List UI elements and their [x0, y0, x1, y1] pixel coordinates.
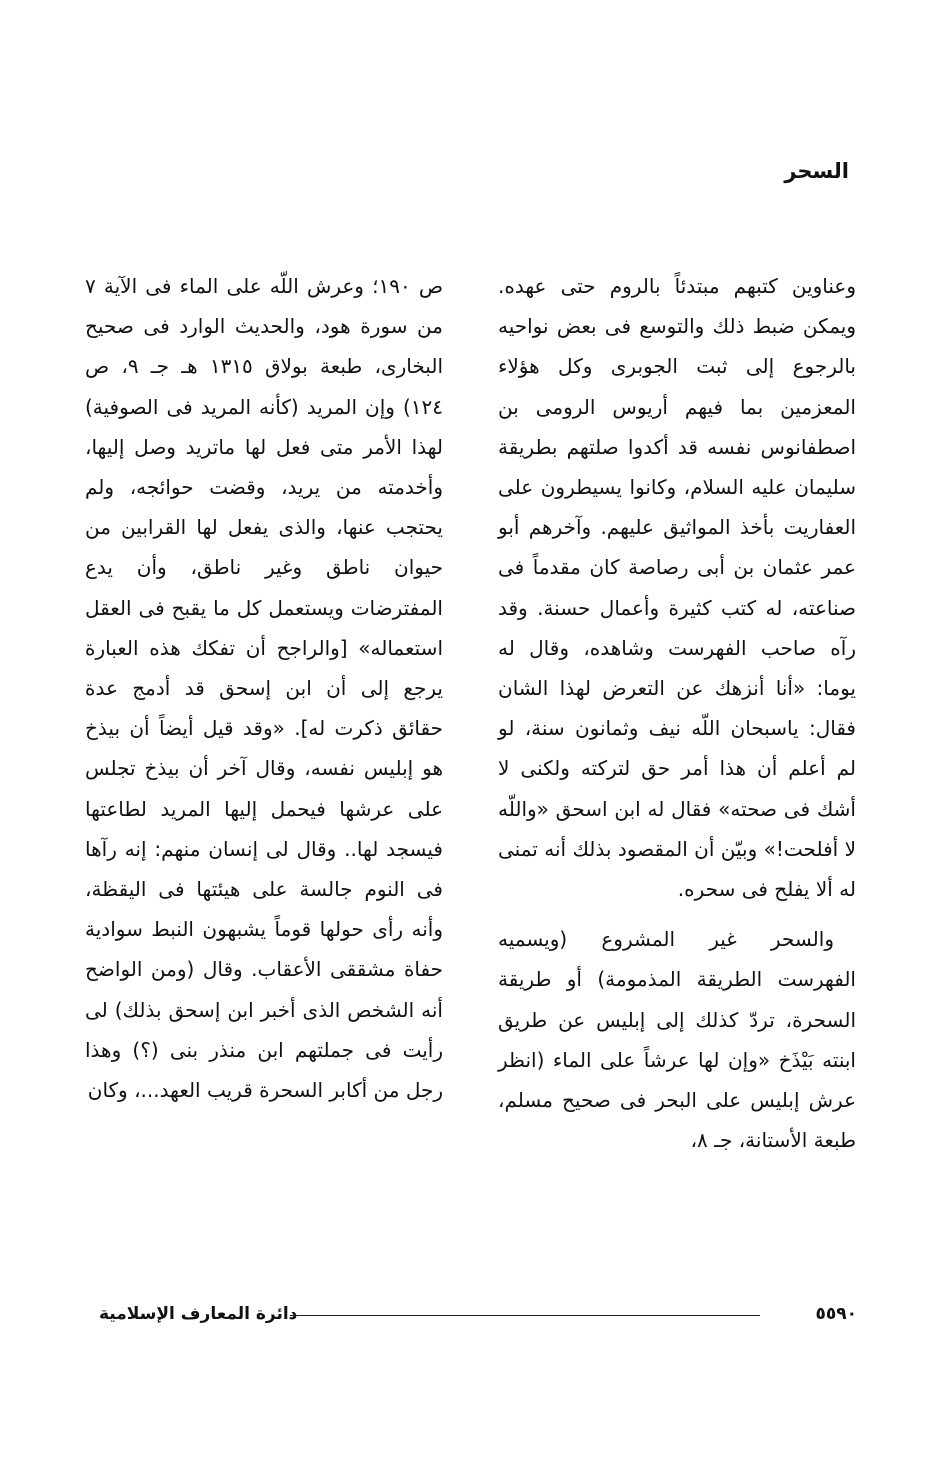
text-column-left: [85, 266, 443, 1110]
paragraph: ص ١٩٠؛ وعرش اللّه على الماء فى الآية ٧ من سورة هود، والحديث الوارد فى صحيح البخارى، طبعة بولاق ١٣١٥ هـ جـ ٩، ص ١٢٤) وإن المريد (كأنه المريد فى الصوفية) لهذا الأمر متى فعل لها ماتريد وصل إليها، وأخدمته من يريد، وقضت حوائجه، ولم يحتجب عنها، والذى يفعل لها القرابين من حيوان ناطق وغير ناطق، وأن يدع المفترضات ويستعمل كل ما يقبح فى العقل استعماله» [والراجح أن تفكك هذه العبارة يرجع إلى أن ابن إسحق قد أدمج عدة حقائق ذكرت له]. «وقد قيل أيضاً أن بيذخ هو إبليس نفسه، وقال آخر أن بيذخ تجلس على عرشها فيحمل إليها المريد لطاعتها فيسجد لها.. وقال لى إنسان منهم: إنه رآها فى النوم جالسة على هيئتها فى اليقظة، وأنه رأى حولها قوماً يشبهون النبط سوادية حفاة مشققى الأعقاب. وقال (ومن الواضح أنه الشخص الذى أخبر ابن إسحق بذلك) لى رأيت فى جملتهم ابن منذر بنى (؟) وهذا رجل من أكابر السحرة قريب العهد...، وكان: [85, 274, 443, 1103]
running-title: السحر: [784, 159, 849, 183]
paragraph: وعناوين كتبهم مبتدئاً بالروم حتى عهده. ويمكن ضبط ذلك والتوسع فى بعض نواحيه بالرجوع إلى ثبت الجوبرى وكل هؤلاء المعزمين بما فيهم أريوس الرومى بن اصطفانوس نفسه قد أكدوا صلتهم بطريقة سليمان عليه السلام، وكانوا يسيطرون على العفاريت بأخذ المواثيق عليهم. وآخرهم أبو عمر عثمان بن أبى رصاصة كان مقدماً فى صناعته، له كتب كثيرة وأعمال حسنة. وقد رآه صاحب الفهرست وشاهده، وقال له يوما: «أنا أنزهك عن التعرض لهذا الشان فقال: ياسبحان اللّه نيف وثمانون سنة، لو لم أعلم أن هذا أمر حق لتركته ولكنى لا أشك فى صحته» فقال له ابن اسحق «واللّه لا أفلحت!» وبيّن أن المقصود بذلك أنه تمنى له ألا يفلح فى سحره.: [498, 274, 856, 902]
page-footer: [85, 1300, 857, 1330]
publication-title: دائرة المعارف الإسلامية: [99, 1304, 298, 1324]
text-column-right: [498, 266, 856, 1160]
footer-divider: [290, 1315, 760, 1316]
page-number: ٥٥٩٠: [815, 1304, 857, 1324]
paragraph: والسحر غير المشروع (ويسميه الفهرست الطريقة المذمومة) أو طريقة السحرة، تردّ كذلك إلى إبليس عن طريق ابنته بَيْذَخ «وإن لها عرشاً على الماء (انظر عرش إبليس على البحر فى صحيح مسلم، طبعة الأستانة، جـ ٨،: [498, 927, 856, 1153]
